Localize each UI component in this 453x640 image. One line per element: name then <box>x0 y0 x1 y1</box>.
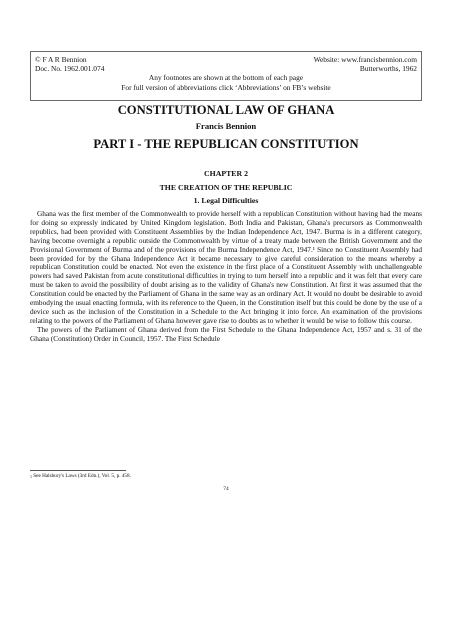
footnote <box>30 473 422 480</box>
body-paragraph: Ghana was the first member of the Commonwealth to provide herself with a republican Constitution without having had the means for doing so expressly indicated by United Kingdom legislation. Both India and Pakistan, Ghana's precursors as Commonwealth republics, had been provided with Constituent Assemblies by the Indian Independence Act, 1947. Burma is in a different category, having become overnight a republic outside the Commonwealth by virtue of a treaty made between the British Government and the Provisional Government of Burma and of the provisions of the Burma Independence Act, 1947.¹ Since no Constituent Assembly had been provided for by the Ghana Independence Act it became necessary to give careful consideration to the means whereby a republican Constitution could be enacted. Not even the existence in the first place of a Constituent Assembly with unchallengeable powers had saved Pakistan from acute constitutional difficulties in trying to turn herself into a republic and it was felt that every care must be taken to avoid the possibility of doubt arising as to the validity of Ghana's new Constitution. At first it was assumed that the Constitution could be enacted by the Parliament of Ghana in the same way as an ordinary Act. It would no doubt be desirable to avoid embodying the usual enacting formula, with its reference to the Queen, in the Constitution itself but this could be done by the use of a device such as the inclusion of the Constitution in a Schedule to the Act bringing it into force. An examination of the provisions relating to the powers of the Parliament of Ghana however gave rise to doubts as to whether it would be wise to follow this course. <box>30 209 422 325</box>
copyright-text: © F A R Bennion <box>35 55 87 64</box>
abbreviations-notice: For full version of abbreviations click ‘Abbreviations’ on FB’s website <box>121 82 331 92</box>
header-row-top <box>35 55 417 64</box>
chapter-number: CHAPTER 2 <box>204 169 248 178</box>
footnote-text: See Halsbury's Laws (3rd Edn.), Vol. 5, p. 458. <box>33 473 131 479</box>
footnote-marker: 1 <box>30 474 32 479</box>
page-number: 74 <box>223 486 229 492</box>
header-row-doc <box>35 64 417 73</box>
doc-number: Doc. No. 1962.001.074 <box>35 64 105 74</box>
website-text: Website: www.francisbennion.com <box>313 55 417 64</box>
document-header <box>30 51 422 101</box>
chapter-title: THE CREATION OF THE REPUBLIC <box>159 183 293 192</box>
author-name: Francis Bennion <box>195 121 257 131</box>
footnote-divider <box>30 470 126 471</box>
body-text <box>30 210 422 344</box>
document-title: CONSTITUTIONAL LAW OF GHANA <box>117 103 335 117</box>
section-title: 1. Legal Difficulties <box>193 196 259 205</box>
footnote-notice: Any footnotes are shown at the bottom of each page <box>148 73 304 83</box>
body-paragraph: The powers of the Parliament of Ghana derived from the First Schedule to the Ghana Independence Act, 1957 and s. 31 of the Ghana (Constitution) Order in Council, 1957. The First Schedule <box>30 324 422 343</box>
part-title: PART I - THE REPUBLICAN CONSTITUTION <box>93 137 359 151</box>
publisher-text: Butterworths, 1962 <box>359 64 417 74</box>
